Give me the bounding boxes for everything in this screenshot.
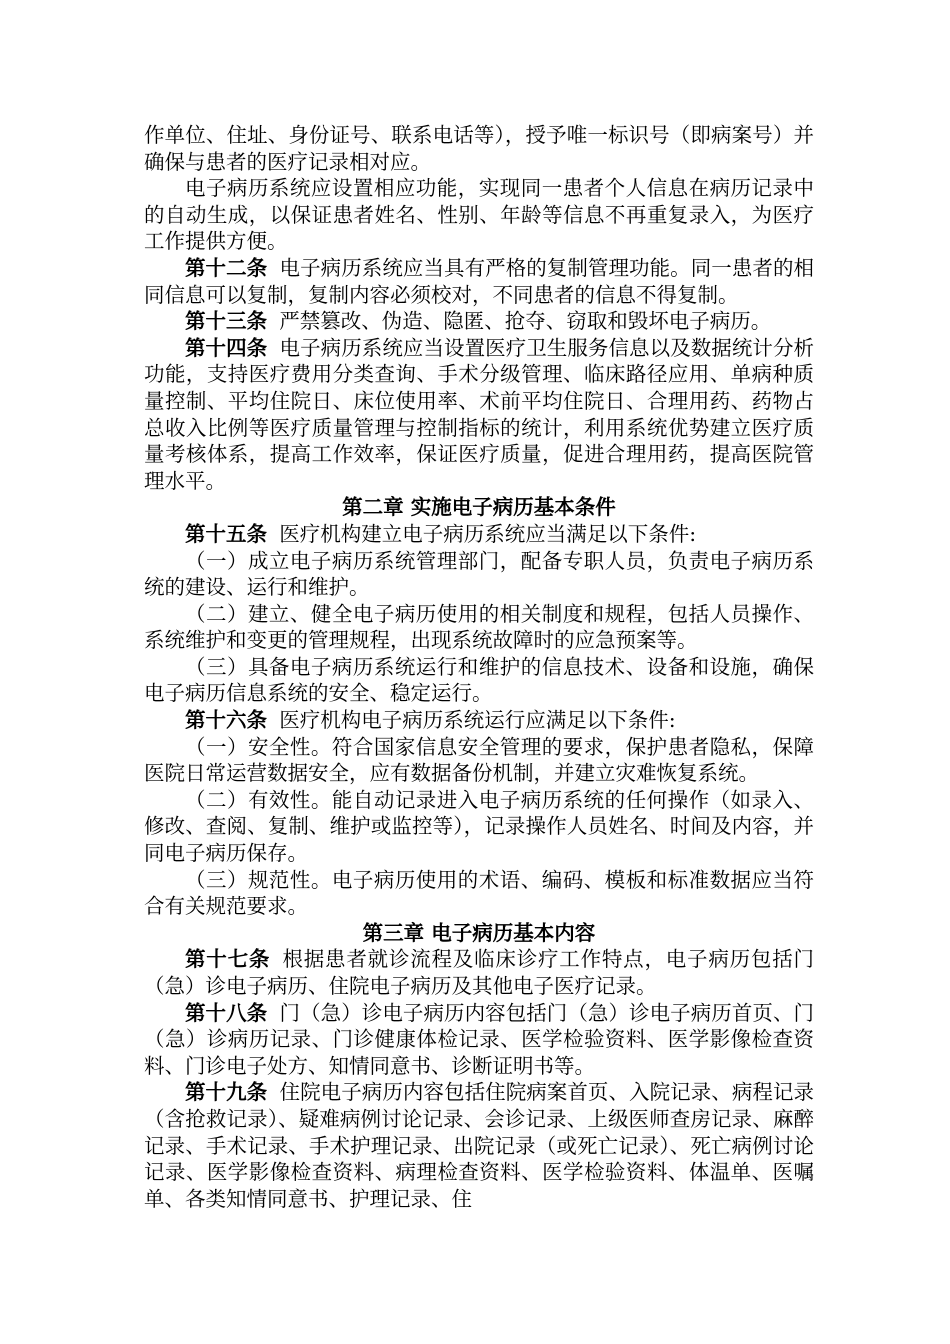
article-label: 第十八条 <box>185 1000 268 1025</box>
document-page <box>144 122 814 1212</box>
article-label: 第十三条 <box>185 309 267 334</box>
article-label: 第十九条 <box>185 1080 268 1105</box>
paragraph-continued: 作单位、住址、身份证号、联系电话等），授予唯一标识号（即病案号）并确保与患者的医疗记录相对应。 <box>144 123 814 174</box>
article-text: 医疗机构电子病历系统运行应满足以下条件: <box>279 708 676 733</box>
list-item: （二）建立、健全电子病历使用的相关制度和规程，包括人员操作、系统维护和变更的管理规程，出现系统故障时的应急预案等。 <box>144 601 814 653</box>
article-18 <box>144 1000 814 1080</box>
article-19 <box>144 1079 814 1212</box>
paragraph: 电子病历系统应设置相应功能，实现同一患者个人信息在病历记录中的自动生成，以保证患者姓名、性别、年龄等信息不再重复录入，为医疗工作提供方便。 <box>144 176 814 254</box>
article-15 <box>144 521 814 548</box>
article-16 <box>144 707 814 734</box>
article-text: 医疗机构建立电子病历系统应当满足以下条件: <box>279 521 697 546</box>
list-item: （二）有效性。能自动记录进入电子病历系统的任何操作（如录入、修改、查阅、复制、维护或监控等），记录操作人员姓名、时间及内容，并同电子病历保存。 <box>144 787 814 866</box>
article-text: 电子病历系统应当设置医疗卫生服务信息以及数据统计分析功能，支持医疗费用分类查询、手术分级管理、临床路径应用、单病种质量控制、平均住院日、床位使用率、术前平均住院日、合理用药、药物占总收入比例等医疗质量管理与控制指标的统计，利用系统优势建立医疗质量考核体系，提高工作效率，保证医疗质量，促进合理用药，提高医院管理水平。 <box>144 335 815 493</box>
article-text: 严禁篡改、伪造、隐匿、抢夺、窃取和毁坏电子病历。 <box>279 309 772 334</box>
article-14 <box>144 335 814 495</box>
article-17 <box>144 946 814 999</box>
article-label: 第十六条 <box>185 708 267 733</box>
list-item: （一）安全性。符合国家信息安全管理的要求，保护患者隐私，保障医院日常运营数据安全，应有数据备份机制，并建立灾难恢复系统。 <box>144 734 814 786</box>
chapter-heading: 第二章 实施电子病历基本条件 <box>342 495 616 520</box>
article-label: 第十七条 <box>185 947 271 972</box>
article-label: 第十四条 <box>185 335 268 360</box>
article-label: 第十五条 <box>185 521 267 546</box>
article-text: 门（急）诊电子病历内容包括门（急）诊电子病历首页、门（急）诊病历记录、门诊健康体检记录、医学检验资料、医学影像检查资料、门诊电子处方、知情同意书、诊断证明书等。 <box>144 1000 815 1078</box>
article-label: 第十二条 <box>185 255 268 280</box>
list-item: （一）成立电子病历系统管理部门，配备专职人员，负责电子病历系统的建设、运行和维护。 <box>144 548 814 600</box>
article-12 <box>144 255 814 308</box>
list-item: （三）具备电子病历系统运行和维护的信息技术、设备和设施，确保电子病历信息系统的安全、稳定运行。 <box>144 654 814 706</box>
article-text: 根据患者就诊流程及临床诊疗工作特点，电子病历包括门（急）诊电子病历、住院电子病历及其他电子医疗记录。 <box>144 947 814 998</box>
article-text: 住院电子病历内容包括住院病案首页、入院记录、病程记录（含抢救记录）、疑难病例讨论记录、会诊记录、上级医师查房记录、麻醉记录、手术记录、手术护理记录、出院记录（或死亡记录）、死亡病例讨论记录、医学影像检查资料、病理检查资料、医学检验资料、体温单、医嘱单、各类知情同意书、护理记录、住 <box>144 1080 815 1211</box>
article-text: 电子病历系统应当具有严格的复制管理功能。同一患者的相同信息可以复制，复制内容必须校对，不同患者的信息不得复制。 <box>144 255 815 307</box>
article-13 <box>144 308 814 335</box>
list-item: （三）规范性。电子病历使用的术语、编码、模板和标准数据应当符合有关规范要求。 <box>144 867 814 919</box>
chapter-heading: 第三章 电子病历基本内容 <box>362 920 596 945</box>
